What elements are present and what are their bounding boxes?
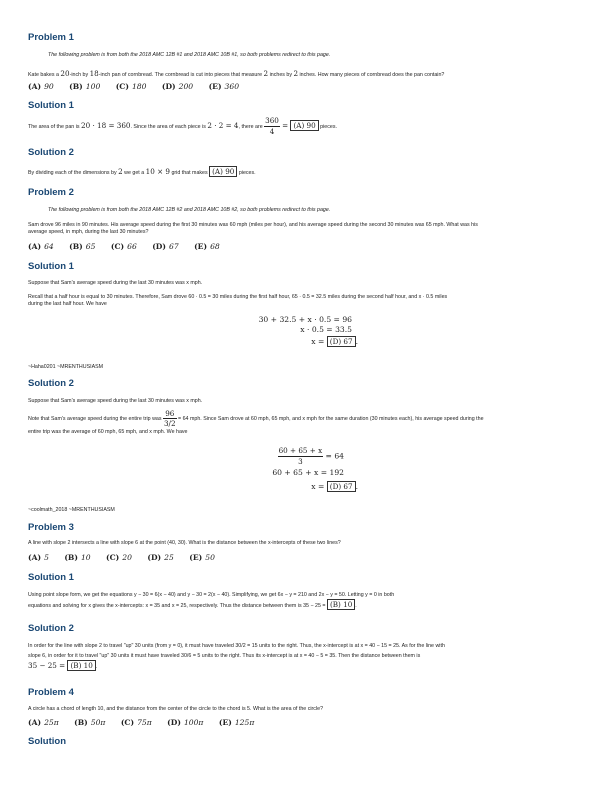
choice: (B) 10 [64, 553, 91, 562]
p2-solution-1-equations [28, 315, 584, 347]
choice: (E) 360 [208, 82, 240, 91]
problem-1-note: The following problem is from both the 2018 AMC 12B #1 and 2018 AMC 10B #1, so both problems redirect to this page. [48, 52, 331, 58]
choice: (B) 65 [69, 242, 96, 251]
choice: (D) 100π [167, 718, 204, 727]
equation-line: $\frac{60 + 65 + x}{3}$ = 64 [278, 446, 344, 466]
p2-solution-1-signature: ~Haha0201 ~MRENTHUSIASM [28, 364, 104, 370]
boxed-answer: (B) 10 [67, 660, 95, 671]
equation-line: x = (D) 67 . [311, 337, 358, 346]
equation-line: x = (D) 67 . [311, 482, 358, 491]
problem-1-statement: Kate bakes a 20-inch by 18-inch pan of cornbread. The cornbread is cut into pieces that measure 2 inches by 2 inches. How many pieces of cornbread does the pan contain? [28, 69, 445, 78]
choice: (D) 200 [161, 82, 194, 91]
problem-4-statement: A circle has a chord of length 10, and the distance from the center of the circle to the chord is 5. What is the area of the circle? [28, 706, 324, 712]
p1-solution-2-text: By dividing each of the dimensions by 2 we get a 10 × 9 grid that makes (A) 90 pieces. [28, 167, 256, 176]
p3-solution-2-heading: Solution 2 [28, 623, 74, 634]
choice: (A) 5 [28, 553, 49, 562]
equation-line: 60 + 65 + x = 192 [272, 468, 344, 477]
p1-solution-2-heading: Solution 2 [28, 147, 74, 158]
p2-solution-2-line1: Suppose that Sam's average speed during the last 30 minutes was x mph. [28, 398, 203, 404]
p2-solution-2-equations [28, 446, 584, 492]
problem-2-choices [28, 242, 584, 251]
choice: (C) 180 [115, 82, 147, 91]
boxed-answer: (A) 90 [209, 166, 237, 177]
problem-4-choices [28, 718, 584, 727]
p2-solution-1-line1: Suppose that Sam's average speed during the last 30 minutes was x mph. [28, 280, 203, 286]
choice: (A) 25π [28, 718, 59, 727]
problem-3-heading: Problem 3 [28, 522, 74, 533]
choice: (C) 66 [110, 242, 137, 251]
choice: (A) 90 [28, 82, 54, 91]
p4-solution-heading: Solution [28, 736, 66, 747]
choice: (B) 50π [74, 718, 106, 727]
equation-line: 30 + 32.5 + x · 0.5 = 96 [258, 315, 352, 324]
problem-2-note: The following problem is from both the 2018 AMC 12B #2 and 2018 AMC 10B #2, so both problems redirect to this page. [48, 207, 331, 213]
boxed-answer: (D) 67 [327, 336, 356, 347]
p1-solution-1-text: The area of the pan is 20 · 18 = 360. Since the area of each piece is 2 · 2 = 4, there are $\frac{360}{4}$ = (A) 90 pieces. [28, 116, 337, 136]
boxed-answer: (A) 90 [290, 120, 318, 131]
choice: (E) 125π [218, 718, 255, 727]
problem-1-section [28, 32, 584, 43]
p2-solution-2-heading: Solution 2 [28, 378, 74, 389]
choice: (C) 75π [120, 718, 152, 727]
fraction: $\frac{96}{3/2}$ [163, 409, 176, 428]
choice: (E) 50 [189, 553, 215, 562]
problem-3-choices [28, 553, 584, 562]
problem-1-heading: Problem 1 [28, 32, 74, 43]
choice: (C) 20 [106, 553, 132, 562]
problem-1-choices [28, 82, 584, 91]
p2-solution-1-heading: Solution 1 [28, 261, 74, 272]
choice: (B) 100 [69, 82, 101, 91]
choice: (A) 64 [28, 242, 54, 251]
choice: (D) 25 [147, 553, 174, 562]
problem-4-heading: Problem 4 [28, 687, 74, 698]
p2-solution-1-text: Recall that a half hour is equal to 30 minutes. Therefore, Sam drove 60 · 0.5 = 30 miles during the first half hour, 65 · 0.5 = 32.5 miles during the second half hour, and x · 0.5 miles during the last half hour. We have [28, 294, 448, 308]
problem-2-statement: Sam drove 96 miles in 90 minutes. His average speed during the first 30 minutes was 60 mph (miles per hour), and his average speed during the second 30 minutes was 65 mph. What was his average speed, in mph, during the last 30 minutes? [28, 222, 478, 236]
p3-solution-1-text: Using point slope form, we get the equations y − 30 = 6(x − 40) and y − 30 = 2(x − 40). Simplifying, we get 6x − y = 210 and 2x − y = 50. Letting y = 0 in both equations and solving for x gives the x-intercepts: x = 35 and x = 25, respectively. Thus the distance between them is 35 − 25 = (B) 10 . [28, 592, 395, 609]
problem-2-heading: Problem 2 [28, 187, 74, 198]
p2-solution-2-signature: ~coolmath_2018 ~MRENTHUSIASM [28, 507, 115, 513]
p1-solution-1-heading: Solution 1 [28, 100, 74, 111]
p3-solution-1-heading: Solution 1 [28, 572, 74, 583]
equation-line: x · 0.5 = 33.5 [300, 325, 352, 334]
fraction: $\frac{360}{4}$ [265, 116, 279, 136]
p2-solution-2-text: Note that Sam's average speed during the entire trip was $\frac{96}{3/2}$ = 64 mph. Since Sam drove at 60 mph, 65 mph, and x mph for the same duration (30 minutes each), his average speed during the entire trip was the average of 60 mph, 65 mph, and x mph. We have [28, 409, 484, 435]
problem-3-statement: A line with slope 2 intersects a line with slope 6 at the point (40, 30). What is the distance between the x-intercepts of these two lines? [28, 540, 341, 546]
boxed-answer: (D) 67 [327, 481, 356, 492]
choice: (D) 67 [152, 242, 179, 251]
p3-solution-2-text: In order for the line with slope 2 to travel "up" 30 units (from y = 0), it must have traveled 30/2 = 15 units to the right. Thus, the x-intercept is at x = 40 − 15 = 25. As for the line with slope 6, in order for it to travel "up" 30 units it must have traveled 30/6 = 5 units to the right. Thus its x-intercept is at x = 40 − 5 = 35. Then the distance between them is 35 − 25 = (B) 10 . [28, 643, 445, 670]
choice: (E) 68 [194, 242, 220, 251]
boxed-answer: (B) 10 [327, 599, 355, 610]
